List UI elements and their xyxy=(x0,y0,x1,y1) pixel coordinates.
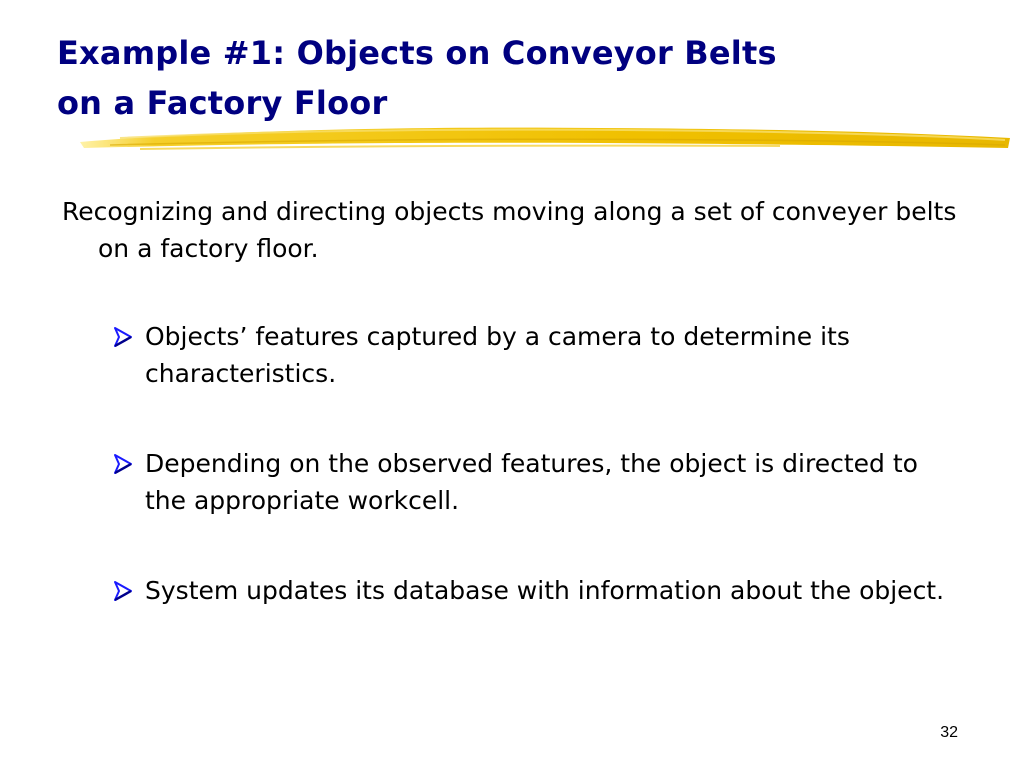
intro-paragraph: Recognizing and directing objects moving along a set of conveyer belts on a factory floor. xyxy=(62,197,957,263)
bullet-list xyxy=(112,318,962,662)
bullet-item xyxy=(112,318,962,392)
arrowhead-bullet-icon xyxy=(112,453,134,475)
arrowhead-bullet-icon xyxy=(112,326,134,348)
slide-title xyxy=(57,28,957,128)
slide-title-line-1: Example #1: Objects on Conveyor Belts xyxy=(57,34,777,72)
page-number: 32 xyxy=(940,724,958,741)
bullet-text: Depending on the observed features, the object is directed to the appropriate workcell. xyxy=(145,449,918,515)
title-underline-brushstroke xyxy=(80,118,1010,162)
bullet-item xyxy=(112,572,962,609)
bullet-text: Objects’ features captured by a camera to determine its characteristics. xyxy=(145,322,850,388)
bullet-text: System updates its database with information about the object. xyxy=(145,576,945,605)
slide-title-line-2: on a Factory Floor xyxy=(57,84,388,122)
bullet-item xyxy=(112,445,962,519)
arrowhead-bullet-icon xyxy=(112,580,134,602)
